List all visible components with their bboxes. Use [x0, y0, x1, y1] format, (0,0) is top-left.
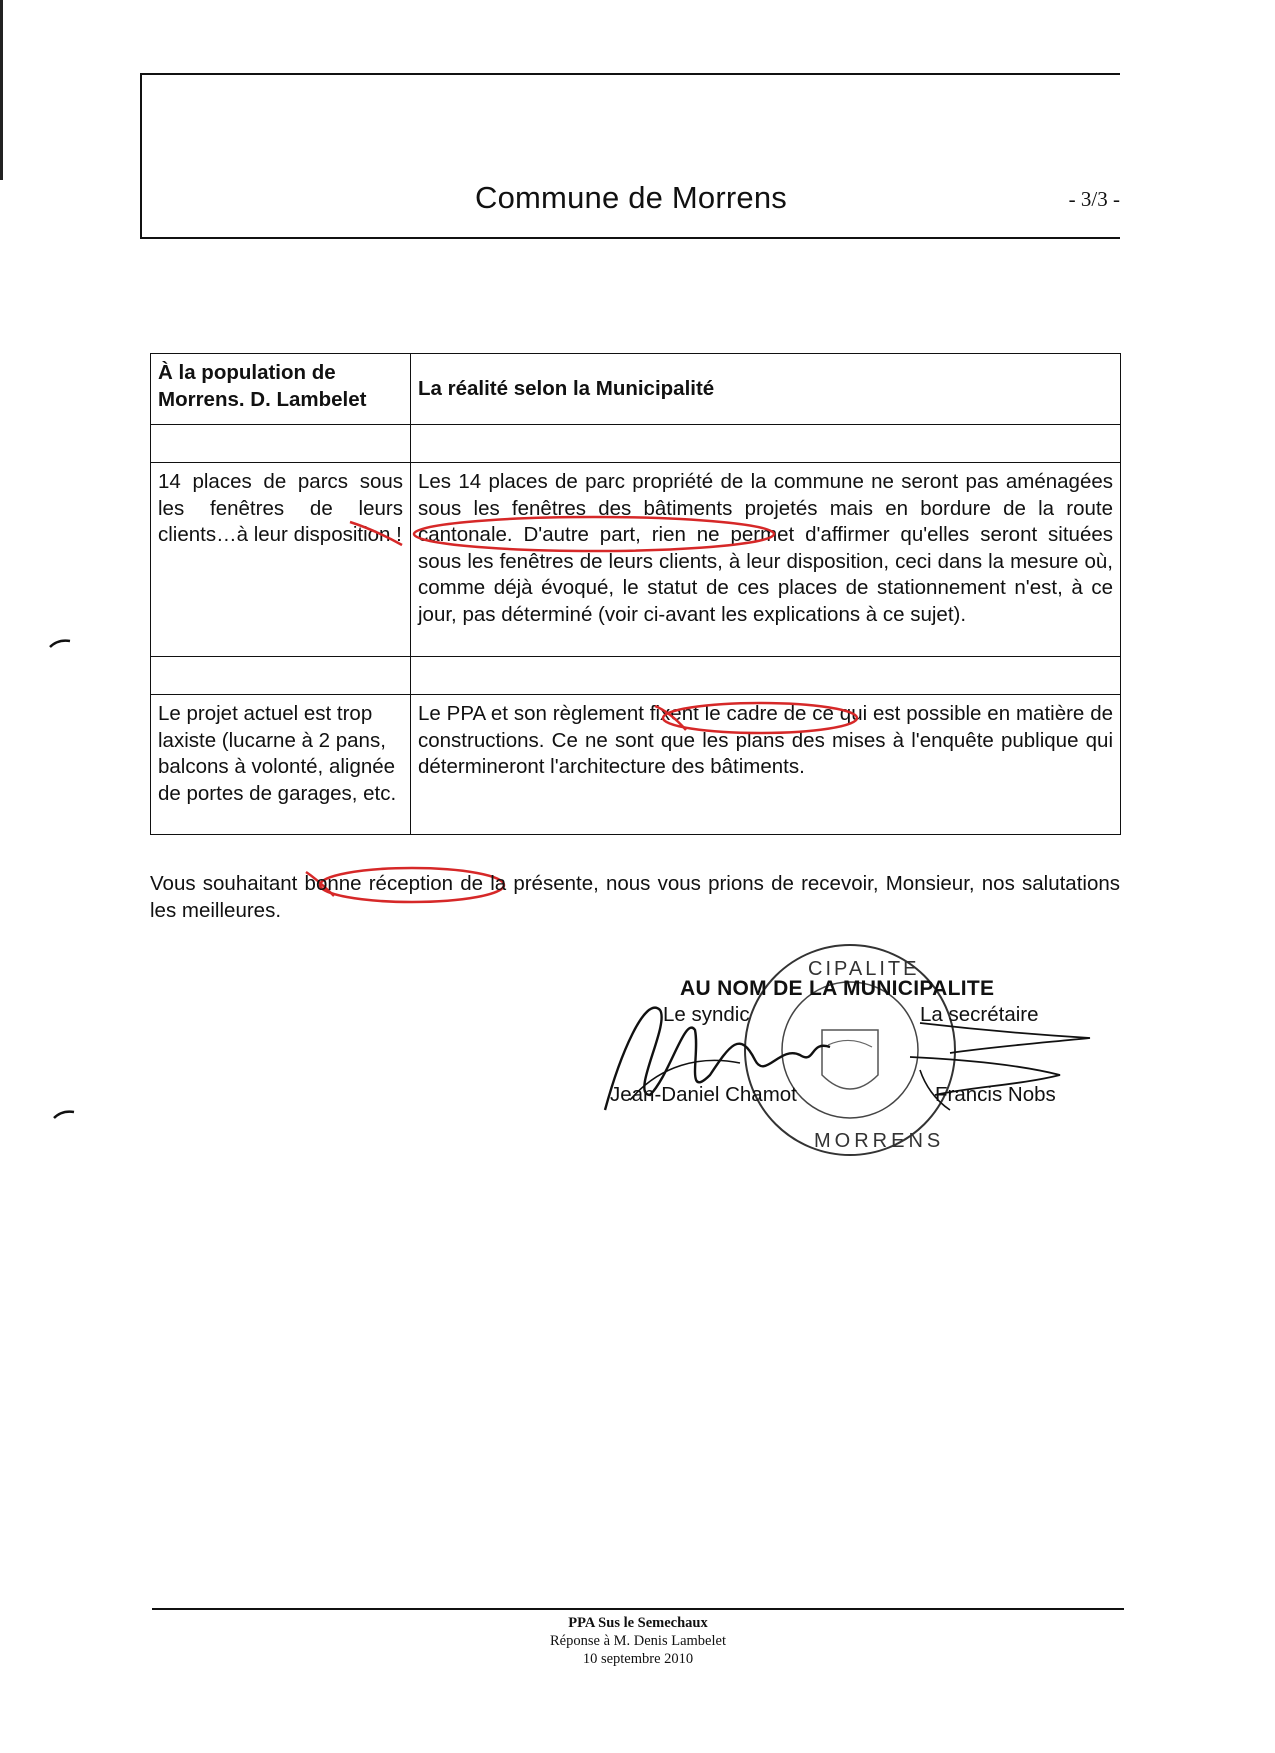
left-signatory-role: Le syndic: [663, 1003, 750, 1026]
table-header-row: [151, 354, 1121, 425]
footer-subject: Réponse à M. Denis Lambelet: [550, 1633, 726, 1649]
svg-text:CIPALITE: CIPALITE: [808, 958, 920, 980]
claim-cell: Le projet actuel est trop laxiste (lucarne à 2 pans, balcons à volonté, alignée de portes de garages, etc.: [151, 695, 411, 835]
signature-block: [590, 935, 1130, 1175]
page-number: - 3/3 -: [1068, 187, 1120, 211]
footer-rule: [152, 1608, 1124, 1610]
claim-cell: 14 places de parcs sous les fenêtres de leurs clients…à leur disposition !: [151, 463, 411, 657]
svg-text:MORRENS: MORRENS: [814, 1130, 945, 1152]
col2-header: La réalité selon la Municipalité: [411, 354, 1121, 425]
left-signatory-name: Jean-Daniel Chamot: [610, 1083, 797, 1106]
table-row: [151, 695, 1121, 835]
closing-paragraph: Vous souhaitant bonne réception de la présente, nous vous prions de recevoir, Monsieur, nos salutations les meilleures.: [150, 872, 1120, 922]
right-signatory-role: La secrétaire: [920, 1003, 1039, 1026]
page-footer: [152, 1614, 1124, 1668]
scan-edge-mark: [0, 0, 3, 180]
spacer-row: [151, 657, 1121, 695]
response-cell: Les 14 places de parc propriété de la commune ne seront pas aménagées sous les fenêtres des bâtiments projetés mais en bordure de la route cantonale. D'autre part, rien ne permet d'affirmer qu'elles seront situées sous les fenêtres de leurs clients, à leur disposition, ceci dans la mesure où, comme déjà évoqué, le statut de ces places de stationnement n'est, à ce jour, pas déterminé (voir ci-avant les explications à ce sujet).: [411, 463, 1121, 657]
footer-date: 10 septembre 2010: [582, 1651, 694, 1667]
response-cell: Le PPA et son règlement fixent le cadre de ce qui est possible en matière de constructions. Ce ne sont que les plans des mises à l'enquête publique qui détermineront l'architecture des bâtiments.: [411, 695, 1121, 835]
col1-header: À la population de Morrens. D. Lambelet: [151, 354, 411, 425]
margin-mark: [52, 1106, 92, 1126]
spacer-row: [151, 425, 1121, 463]
footer-project: PPA Sus le Semechaux: [568, 1615, 708, 1631]
page-header: [140, 73, 1120, 239]
page-title: Commune de Morrens: [475, 180, 787, 215]
response-table: [150, 353, 1121, 835]
handwritten-signatures: [590, 935, 1130, 1175]
right-signatory-name: Francis Nobs: [935, 1083, 1056, 1106]
signature-heading: AU NOM DE LA MUNICIPALITE: [680, 977, 995, 1000]
margin-mark: [48, 635, 88, 655]
table-row: [151, 463, 1121, 657]
